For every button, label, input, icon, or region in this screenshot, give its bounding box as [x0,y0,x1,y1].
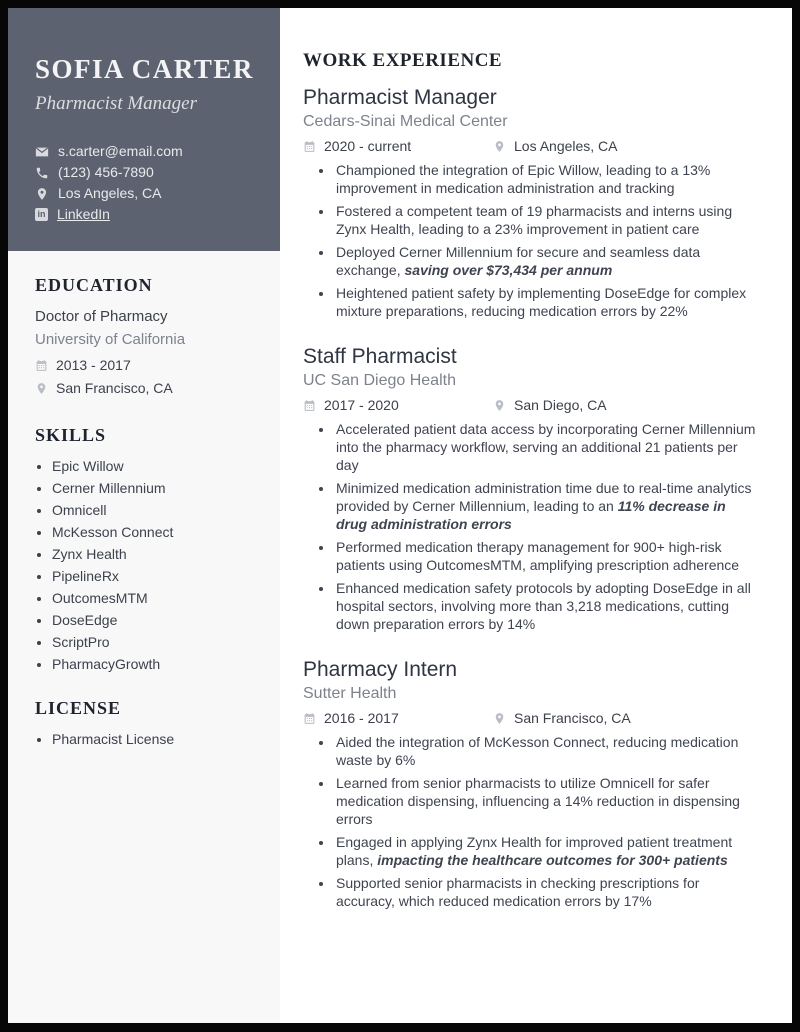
job-dates-text: 2020 - current [324,138,412,154]
job-location [493,710,631,726]
bullet-item: • Learned from senior pharmacists to utilize Omnicell for safer medication dispensing, influencing a 14% reduction in dispensing errors [334,774,760,828]
license-list [35,731,262,747]
list-item: • McKesson Connect [52,524,262,540]
bullet-item: • Performed medication therapy management for 900+ high-risk patients using OutcomesMTM, amplifying prescription adherence [334,538,760,574]
job-meta [303,138,760,154]
job-bullet-list [303,733,760,910]
contact-phone-text: (123) 456-7890 [58,164,154,180]
skills-list [35,458,262,672]
bullet-item: • Supported senior pharmacists in checking prescriptions for accuracy, which reduced medication errors by 17% [334,874,760,910]
job-location [493,138,618,154]
education-school: University of California [35,331,186,348]
bullet-item: • Accelerated patient data access by incorporating Cerner Millennium into the pharmacy workflow, serving an additional 21 patients per day [334,420,760,474]
job-dates [303,138,493,154]
job-dates [303,397,493,413]
list-item: • DoseEdge [52,612,262,628]
job-title: Pharmacy Intern [303,658,458,681]
sidebar [8,8,280,1023]
job-bullet-list [303,161,760,320]
person-name: SOFIA CARTER [35,54,254,84]
bullet-item: • Deployed Cerner Millennium for secure and seamless data exchange, saving over $73,434 per annum [334,243,760,279]
person-job-title: Pharmacist Manager [35,93,198,114]
email-icon [35,145,49,159]
job-entry [303,345,760,633]
phone-icon [35,166,49,180]
location-icon [493,140,506,153]
bullet-item: • Heightened patient safety by implementing DoseEdge for complex mixture preparations, reducing medication errors by 22% [334,284,760,320]
list-item: • PipelineRx [52,568,262,584]
list-item: • Zynx Health [52,546,262,562]
contact-email [35,141,262,162]
list-item: • Epic Willow [52,458,262,474]
job-entry [303,86,760,320]
contact-email-text: s.carter@email.com [58,143,183,159]
contact-list [35,141,262,225]
location-icon [35,382,48,395]
company-name: Cedars-Sinai Medical Center [303,113,508,130]
license-heading: LICENSE [35,698,122,718]
job-location [493,397,607,413]
company-name: Sutter Health [303,685,397,702]
bullet-item: • Engaged in applying Zynx Health for improved patient treatment plans, impacting the healthcare outcomes for 300+ patients [334,833,760,869]
contact-location [35,183,262,204]
sidebar-header [8,8,280,251]
location-icon [493,712,506,725]
location-icon [35,187,49,201]
bullet-item: • Aided the integration of McKesson Connect, reducing medication waste by 6% [334,733,760,769]
work-experience-heading: WORK EXPERIENCE [303,50,503,71]
education-location [35,380,262,396]
education-location-text: San Francisco, CA [56,380,173,396]
job-title: Pharmacist Manager [303,86,497,109]
education-dates [35,357,262,373]
bullet-item: • Enhanced medication safety protocols by adopting DoseEdge in all hospital sectors, involving more than 3,218 medications, cutting down preparation errors by 14% [334,579,760,633]
skills-heading: SKILLS [35,425,107,445]
sidebar-body [8,251,280,753]
bullet-item: • Championed the integration of Epic Willow, leading to a 13% improvement in medication administration and tracking [334,161,760,197]
education-heading: EDUCATION [35,275,153,295]
location-icon [493,399,506,412]
education-degree: Doctor of Pharmacy [35,308,168,325]
education-dates-text: 2013 - 2017 [56,357,131,373]
job-bullet-list [303,420,760,633]
calendar-icon [35,359,48,372]
job-meta [303,710,760,726]
list-item: • OutcomesMTM [52,590,262,606]
list-item: • Omnicell [52,502,262,518]
contact-location-text: Los Angeles, CA [58,185,162,201]
job-dates [303,710,493,726]
job-entry [303,658,760,910]
linkedin-icon: in [35,208,48,221]
calendar-icon [303,140,316,153]
list-item: • Cerner Millennium [52,480,262,496]
list-item: • ScriptPro [52,634,262,650]
contact-phone [35,162,262,183]
job-title: Staff Pharmacist [303,345,457,368]
job-dates-text: 2016 - 2017 [324,710,399,726]
bullet-item: • Minimized medication administration time due to real-time analytics provided by Cerner Millennium, leading to an 11% decrease in drug administration errors [334,479,760,533]
list-item: • Pharmacist License [52,731,262,747]
job-dates-text: 2017 - 2020 [324,397,399,413]
job-location-text: San Francisco, CA [514,710,631,726]
job-location-text: Los Angeles, CA [514,138,618,154]
job-meta [303,397,760,413]
main-content [280,8,792,1023]
linkedin-link[interactable]: LinkedIn [57,206,110,222]
calendar-icon [303,712,316,725]
company-name: UC San Diego Health [303,372,456,389]
list-item: • PharmacyGrowth [52,656,262,672]
contact-linkedin [35,204,262,225]
calendar-icon [303,399,316,412]
bullet-item: • Fostered a competent team of 19 pharmacists and interns using Zynx Health, leading to a 23% improvement in patient care [334,202,760,238]
job-location-text: San Diego, CA [514,397,607,413]
